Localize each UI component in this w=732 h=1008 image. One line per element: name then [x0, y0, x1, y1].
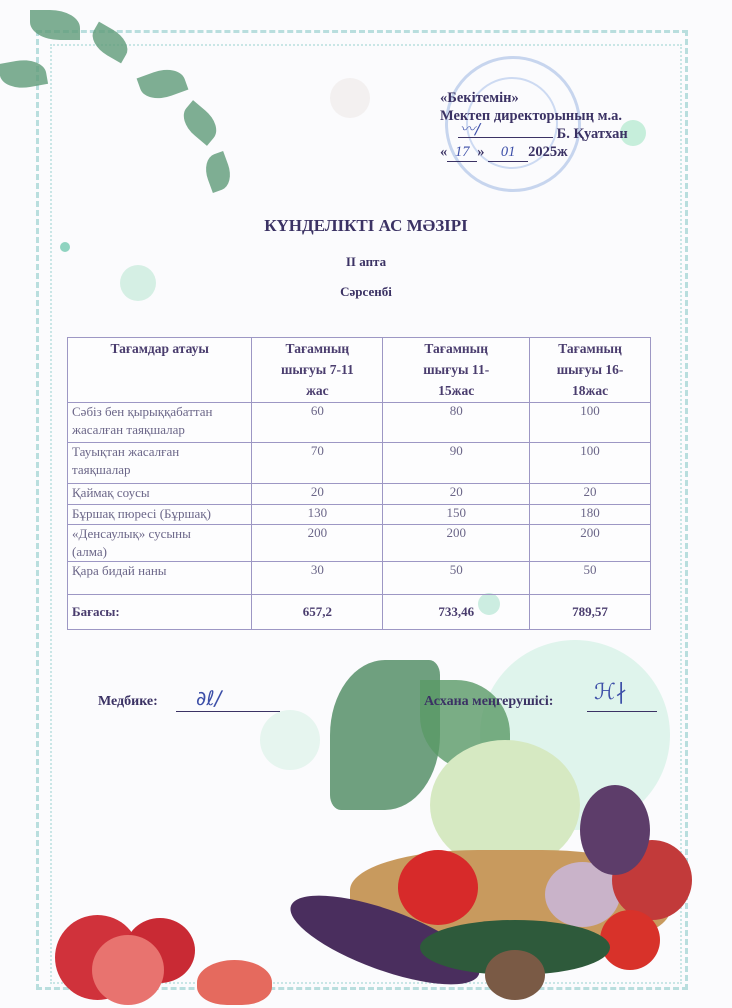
nurse-signature-line	[176, 711, 280, 712]
nurse-label: Медбике:	[98, 694, 158, 709]
dish-name: «Денсаулық» сусыны (алма)	[68, 525, 252, 562]
portion-16-18: 200	[530, 525, 651, 562]
page-title: КҮНДЕЛІКТІ АС МӘЗІРІ	[264, 216, 468, 235]
dish-name: Бұршақ пюресі (Бұршақ)	[68, 505, 252, 525]
price-7-11: 657,2	[252, 595, 383, 630]
portion-11-15: 50	[383, 562, 530, 595]
week-label: II апта	[345, 254, 387, 269]
total-label: Бағасы:	[68, 595, 252, 630]
approval-name: Б. Қуатхан	[556, 126, 628, 142]
price-11-15: 733,46	[383, 595, 530, 630]
header-age-7-11: Тағамның шығуы 7-11 жас	[252, 338, 383, 403]
day-label: Сәрсенбі	[340, 284, 392, 299]
canteen-signature-line	[587, 711, 657, 712]
approval-day: 17	[455, 144, 470, 160]
approval-year: 2025ж	[528, 144, 568, 160]
portion-7-11: 60	[252, 403, 383, 443]
portion-11-15: 200	[383, 525, 530, 562]
portion-7-11: 20	[252, 484, 383, 505]
dish-name: Қаймақ соусы	[68, 484, 252, 505]
nurse-signature: ∂ℓ∕	[196, 686, 222, 710]
approval-position: Мектеп директорының м.а.	[440, 108, 622, 124]
portion-7-11: 30	[252, 562, 383, 595]
approval-heading: «Бекітемін»	[440, 90, 519, 106]
portion-11-15: 20	[383, 484, 530, 505]
portion-7-11: 200	[252, 525, 383, 562]
portion-16-18: 100	[530, 443, 651, 484]
portion-11-15: 80	[383, 403, 530, 443]
price-16-18: 789,57	[530, 595, 651, 630]
portion-16-18: 50	[530, 562, 651, 595]
portion-16-18: 180	[530, 505, 651, 525]
approval-date: « 17 » 01 2025ж	[440, 144, 568, 160]
header-dish: Тағамдар атауы	[68, 338, 252, 403]
header-age-11-15: Тағамның шығуы 11-15жас	[383, 338, 530, 403]
portion-16-18: 20	[530, 484, 651, 505]
header-age-16-18: Тағамның шығуы 16-18жас	[530, 338, 651, 403]
portion-7-11: 130	[252, 505, 383, 525]
portion-7-11: 70	[252, 443, 383, 484]
dish-name: Қара бидай наны	[68, 562, 252, 595]
approval-month: 01	[500, 144, 516, 160]
dish-name: Сәбіз бен қырыққабаттан жасалған таяқшалар	[68, 403, 252, 443]
canteen-manager-label: Асхана меңгерушісі:	[424, 694, 554, 709]
portion-11-15: 150	[383, 505, 530, 525]
portion-11-15: 90	[383, 443, 530, 484]
portion-16-18: 100	[530, 403, 651, 443]
director-signature: 〰∕	[460, 120, 481, 138]
dish-name: Тауықтан жасалған таяқшалар	[68, 443, 252, 484]
canteen-signature: ℋ∤	[594, 680, 627, 705]
